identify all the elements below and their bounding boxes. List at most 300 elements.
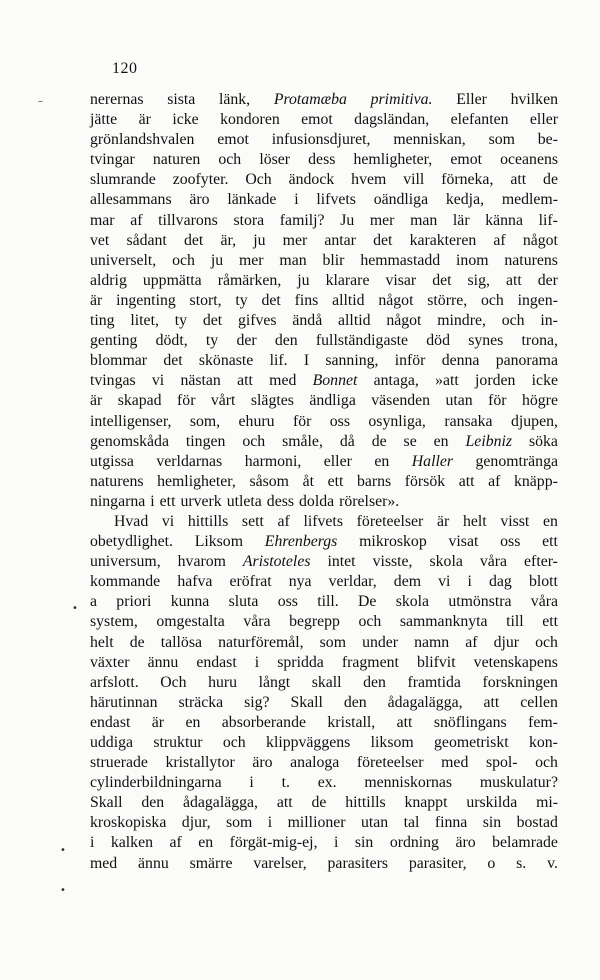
- word: struerade: [90, 754, 148, 772]
- word: knappt: [404, 794, 448, 812]
- word: »att: [435, 372, 459, 390]
- word: det: [373, 231, 393, 249]
- word: oändliga: [373, 191, 429, 209]
- word: emot: [450, 151, 482, 169]
- word: nya: [288, 573, 312, 591]
- word: hvem: [351, 171, 387, 189]
- word: som: [319, 633, 346, 651]
- word: obetydlighet.: [90, 533, 173, 551]
- word: ransaka: [444, 412, 493, 430]
- word: muskulatur?: [479, 774, 558, 792]
- word: endast: [196, 653, 237, 671]
- text-line: [90, 572, 558, 592]
- word: skapad: [117, 392, 162, 410]
- word: försök: [404, 472, 446, 490]
- word: ändå: [292, 312, 323, 330]
- word: ett: [542, 533, 558, 551]
- word: priori: [116, 593, 152, 611]
- text-line: [90, 673, 558, 693]
- word: nästan: [180, 372, 221, 390]
- word: kristall,: [327, 713, 376, 731]
- word: högre: [521, 392, 558, 410]
- word: fullständigaste: [315, 332, 409, 350]
- word: ty: [235, 291, 248, 309]
- margin-mark: •: [60, 885, 66, 896]
- word: småle,: [282, 432, 323, 450]
- word: djur: [493, 633, 520, 651]
- word: ty: [205, 332, 219, 350]
- word: tal: [403, 814, 420, 832]
- word: dolda: [299, 492, 335, 510]
- word: trona,: [521, 332, 558, 350]
- word: att: [505, 271, 522, 289]
- word: är: [151, 713, 165, 731]
- word: våra: [243, 613, 271, 631]
- word: naturföremål,: [218, 633, 304, 651]
- word: mi-: [536, 794, 558, 812]
- word: att: [510, 171, 527, 189]
- word: der: [537, 271, 558, 289]
- text-line: [90, 351, 558, 371]
- word: I: [303, 352, 310, 370]
- italic-word: Protamæba: [273, 91, 347, 108]
- word: icke: [531, 372, 558, 390]
- word: skola: [395, 593, 430, 611]
- word: sett: [241, 512, 264, 530]
- word: utan: [360, 814, 389, 832]
- word: en: [185, 713, 201, 731]
- word: ordning: [389, 834, 439, 852]
- word: parasiter,: [408, 854, 467, 872]
- word: den: [363, 673, 386, 691]
- word: jorden: [475, 372, 516, 390]
- text-line: [90, 532, 558, 552]
- word: oss: [329, 412, 350, 430]
- word: cellen: [520, 693, 558, 711]
- word: i: [90, 834, 95, 852]
- word: och: [218, 151, 242, 169]
- word: löser: [259, 151, 291, 169]
- word: kunna: [170, 593, 210, 611]
- word: som,: [189, 412, 221, 430]
- word: dödt,: [155, 332, 188, 350]
- word: mer: [238, 251, 264, 269]
- word: helt: [90, 633, 114, 651]
- word: kedja,: [445, 191, 485, 209]
- word: och: [535, 633, 558, 651]
- word: i: [334, 834, 339, 852]
- word: länk,: [218, 91, 251, 108]
- text-line: [90, 331, 558, 351]
- word: af: [488, 472, 501, 490]
- word: ännu: [138, 854, 169, 872]
- word: absorberande: [221, 713, 306, 731]
- word: stort,: [189, 291, 222, 309]
- text-line: [90, 110, 558, 130]
- text-line: [90, 190, 558, 210]
- word: o: [487, 854, 496, 872]
- word: icke: [172, 111, 199, 129]
- word: något: [386, 312, 422, 330]
- word: sig?: [244, 693, 270, 711]
- word: är: [436, 512, 450, 530]
- word: skönaste: [198, 352, 254, 370]
- word: nerernas: [90, 91, 144, 108]
- word: ting: [90, 312, 115, 330]
- word: man: [279, 251, 307, 269]
- word: såsom: [249, 472, 289, 490]
- word: gifves: [237, 312, 277, 330]
- word: mer: [282, 231, 308, 249]
- word: Skall: [90, 794, 123, 812]
- word: struktur: [153, 734, 203, 751]
- word: härutinnan: [90, 693, 158, 711]
- word: att: [483, 693, 500, 711]
- word: kalken: [110, 834, 153, 852]
- word: för: [177, 392, 196, 410]
- word: ändock: [288, 171, 335, 189]
- word: medlem-: [501, 191, 558, 209]
- text-line: [90, 633, 558, 653]
- italic-word: primitiva.: [370, 91, 433, 108]
- word: länkade: [227, 191, 277, 209]
- word: tvingar: [90, 151, 135, 169]
- word: företeelser: [356, 512, 424, 530]
- word: ju: [297, 271, 310, 289]
- word: geometriskt: [434, 734, 509, 751]
- word: är: [138, 111, 151, 129]
- word: sin: [482, 814, 502, 832]
- word: endast: [90, 713, 131, 731]
- word: in-: [540, 312, 558, 330]
- word: fem-: [528, 713, 558, 731]
- word: osynliga,: [368, 412, 426, 430]
- margin-mark: •: [72, 603, 78, 614]
- word: urskilda: [466, 794, 518, 812]
- text-line: [90, 693, 558, 713]
- word: verldar,: [328, 573, 377, 591]
- word: genting: [90, 332, 138, 350]
- word: då: [339, 432, 355, 450]
- text-line: [90, 130, 558, 150]
- word: se: [403, 432, 417, 450]
- word: i: [467, 573, 472, 591]
- text-line: [90, 512, 558, 532]
- word: ehuru: [238, 412, 275, 430]
- word: sådant: [126, 231, 167, 249]
- text-line: [90, 311, 558, 331]
- word: synes: [468, 332, 504, 350]
- word: blommar: [90, 352, 148, 370]
- word: sammanknyta: [399, 613, 488, 631]
- word: utgissa: [90, 452, 134, 470]
- word: arfslott.: [90, 673, 139, 691]
- word: denna: [441, 352, 480, 370]
- word: vi: [438, 573, 451, 591]
- word: panorama: [495, 352, 558, 370]
- word: alltid: [338, 312, 371, 330]
- text-line: [90, 170, 558, 190]
- word: äro: [189, 191, 210, 209]
- word: och: [480, 291, 504, 309]
- word: eröfrat: [229, 573, 272, 591]
- word: jätte: [90, 111, 118, 129]
- word: och: [242, 432, 266, 450]
- word: något: [378, 291, 414, 309]
- word: Och: [245, 171, 272, 189]
- word: man: [410, 211, 438, 229]
- word: huru: [208, 673, 238, 691]
- word: be-: [537, 131, 558, 149]
- word: med: [441, 754, 469, 772]
- word: intelligenser,: [90, 412, 172, 430]
- word: af: [169, 834, 182, 852]
- word: kristallytor: [165, 754, 235, 772]
- italic-word: Leibniz: [465, 432, 513, 450]
- word: de: [311, 794, 327, 812]
- text-line: [90, 432, 558, 452]
- word: kondoren: [220, 111, 280, 129]
- word: ett: [327, 472, 344, 490]
- word: varelser,: [253, 854, 307, 872]
- text-line: [90, 231, 558, 251]
- word: den: [274, 332, 298, 350]
- text-line: [90, 412, 558, 432]
- text-line: [90, 371, 558, 391]
- italic-word: Bonnet: [312, 372, 358, 390]
- word: större,: [427, 291, 468, 309]
- word: karakteren: [409, 231, 477, 249]
- word: sista: [167, 91, 196, 108]
- word: i: [249, 774, 254, 792]
- word: belamrade: [492, 834, 558, 852]
- word: hemmastadd: [360, 251, 441, 269]
- word: tallösa: [160, 633, 202, 651]
- word: dess: [308, 151, 336, 169]
- word: ex.: [317, 774, 337, 792]
- word: framtida: [407, 673, 461, 691]
- word: af: [493, 231, 506, 249]
- word: litet,: [130, 312, 159, 330]
- word: slägtes: [250, 392, 294, 410]
- word: växter: [90, 653, 130, 671]
- word: företeelser: [356, 754, 424, 772]
- word: hittills: [187, 512, 229, 530]
- word: och: [501, 312, 525, 330]
- word: det: [261, 291, 281, 309]
- word: är,: [220, 231, 237, 249]
- word: naturen: [152, 151, 201, 169]
- word: Skall: [290, 693, 323, 711]
- word: omgestalta: [156, 613, 225, 631]
- word: hittills: [345, 794, 386, 812]
- word: blir: [322, 251, 345, 269]
- word: ingenting: [116, 291, 176, 309]
- word: något: [522, 231, 558, 249]
- word: bostad: [516, 814, 558, 832]
- word: fins: [294, 291, 319, 309]
- word: v.: [547, 854, 558, 872]
- word: som: [488, 131, 515, 149]
- word: infusionsdjuret,: [271, 131, 371, 149]
- text-line: [90, 592, 558, 612]
- margin-mark: –: [38, 96, 43, 107]
- word: kommande: [90, 573, 161, 591]
- word: klippväggens: [266, 734, 351, 751]
- word: eller: [323, 452, 352, 470]
- word: harmoni,: [244, 452, 302, 470]
- word: namn: [414, 633, 450, 651]
- word: mindre,: [437, 312, 486, 330]
- word: naturens: [504, 251, 558, 269]
- word: hemligheter,: [157, 472, 236, 490]
- word: ådagalägga,: [182, 794, 258, 812]
- word: blifvit: [416, 653, 456, 671]
- word: sin: [354, 834, 374, 852]
- word: visar: [385, 271, 417, 289]
- word: spol-: [485, 754, 518, 772]
- text-line: [90, 90, 558, 110]
- word: ningarna: [90, 492, 146, 510]
- word: råmärken,: [217, 271, 282, 289]
- text-line: [90, 150, 558, 170]
- word: ett: [159, 492, 176, 510]
- word: af: [465, 633, 478, 651]
- text-line: [90, 612, 558, 632]
- word: menniskan,: [393, 131, 466, 149]
- word: naturens: [90, 472, 144, 490]
- word: antar: [324, 231, 356, 249]
- word: ändliga: [309, 392, 356, 410]
- word: hvarom: [177, 553, 226, 571]
- word: mer: [369, 211, 395, 229]
- word: i: [254, 653, 260, 671]
- word: det: [163, 352, 183, 370]
- word: vetenskapens: [473, 653, 558, 671]
- word: mikroskop: [359, 533, 427, 551]
- word: emot: [301, 111, 333, 129]
- word: universelt,: [90, 251, 157, 269]
- word: i: [294, 191, 299, 209]
- word: ådagalägga,: [387, 693, 463, 711]
- word: genomskåda: [90, 432, 169, 450]
- text-line: [90, 211, 558, 231]
- word: allesammans: [90, 191, 172, 209]
- word: för: [292, 412, 312, 430]
- text-line: [90, 653, 558, 673]
- text-line: [90, 833, 558, 853]
- text-line: [90, 773, 558, 793]
- word: fragment: [341, 653, 399, 671]
- word: under: [362, 633, 399, 651]
- word: att: [237, 372, 253, 390]
- word: djur,: [181, 814, 211, 832]
- word: vet: [90, 231, 110, 249]
- word: oceanens: [500, 151, 558, 169]
- word: är: [90, 291, 103, 309]
- word: hemligheter,: [353, 151, 433, 169]
- word: med: [269, 372, 297, 390]
- body-text: [90, 90, 558, 874]
- text-line: [90, 753, 558, 773]
- word: lif-: [538, 211, 558, 229]
- word: klarare: [325, 271, 370, 289]
- word: som: [226, 814, 253, 832]
- text-line: [90, 733, 558, 753]
- word: en: [374, 452, 390, 470]
- word: tillvarons: [158, 211, 218, 229]
- word: utan: [445, 392, 473, 410]
- word: skall: [311, 673, 342, 691]
- word: spridda: [277, 653, 324, 671]
- word: a: [90, 593, 98, 611]
- word: blott: [528, 573, 558, 591]
- margin-mark: •: [60, 845, 66, 856]
- word: ännu: [147, 653, 179, 671]
- word: skola: [429, 553, 463, 571]
- word: begrepp: [289, 613, 340, 631]
- word: finna: [434, 814, 468, 832]
- word: forskningen: [482, 673, 558, 691]
- word: visst: [500, 512, 530, 530]
- word: hvilken: [510, 91, 558, 108]
- word: lär: [452, 211, 470, 229]
- word: att: [276, 794, 293, 812]
- word: snöflingans: [433, 713, 507, 731]
- word: vi: [151, 372, 165, 390]
- word: parasiters: [327, 854, 389, 872]
- italic-word: Aristoteles: [242, 553, 311, 571]
- word: och: [222, 734, 246, 751]
- text-line: [90, 793, 558, 813]
- word: stora: [233, 211, 265, 229]
- text-line: [90, 452, 558, 472]
- word: sluta: [228, 593, 259, 611]
- word: det: [202, 312, 223, 330]
- word: emot: [217, 131, 249, 149]
- word: genomtränga: [475, 452, 558, 470]
- word: analoga: [290, 754, 340, 772]
- word: och: [535, 754, 558, 772]
- word: sanning,: [325, 352, 379, 370]
- word: en: [542, 512, 558, 530]
- word: liksom: [370, 734, 414, 751]
- word: knäpp-: [514, 472, 558, 490]
- word: antaga,: [373, 372, 419, 390]
- text-line: [90, 492, 558, 512]
- word: vårt: [210, 392, 236, 410]
- word: system,: [90, 613, 138, 631]
- word: dag: [489, 573, 512, 591]
- word: utleta: [226, 492, 262, 510]
- word: en: [433, 432, 449, 450]
- word: elefanten: [450, 111, 509, 129]
- word: Eller: [456, 91, 487, 108]
- word: dagsländan,: [354, 111, 430, 129]
- word: att: [458, 472, 475, 490]
- word: död: [426, 332, 450, 350]
- word: och: [358, 613, 382, 631]
- word: Hvad: [114, 512, 149, 530]
- word: är: [90, 392, 103, 410]
- word: lif.: [269, 352, 288, 370]
- word: ju: [253, 231, 266, 249]
- word: urverk: [180, 492, 222, 510]
- word: zoofyter.: [172, 171, 229, 189]
- word: tingen: [185, 432, 226, 450]
- text-line: [90, 291, 558, 311]
- word: väsenden: [371, 392, 431, 410]
